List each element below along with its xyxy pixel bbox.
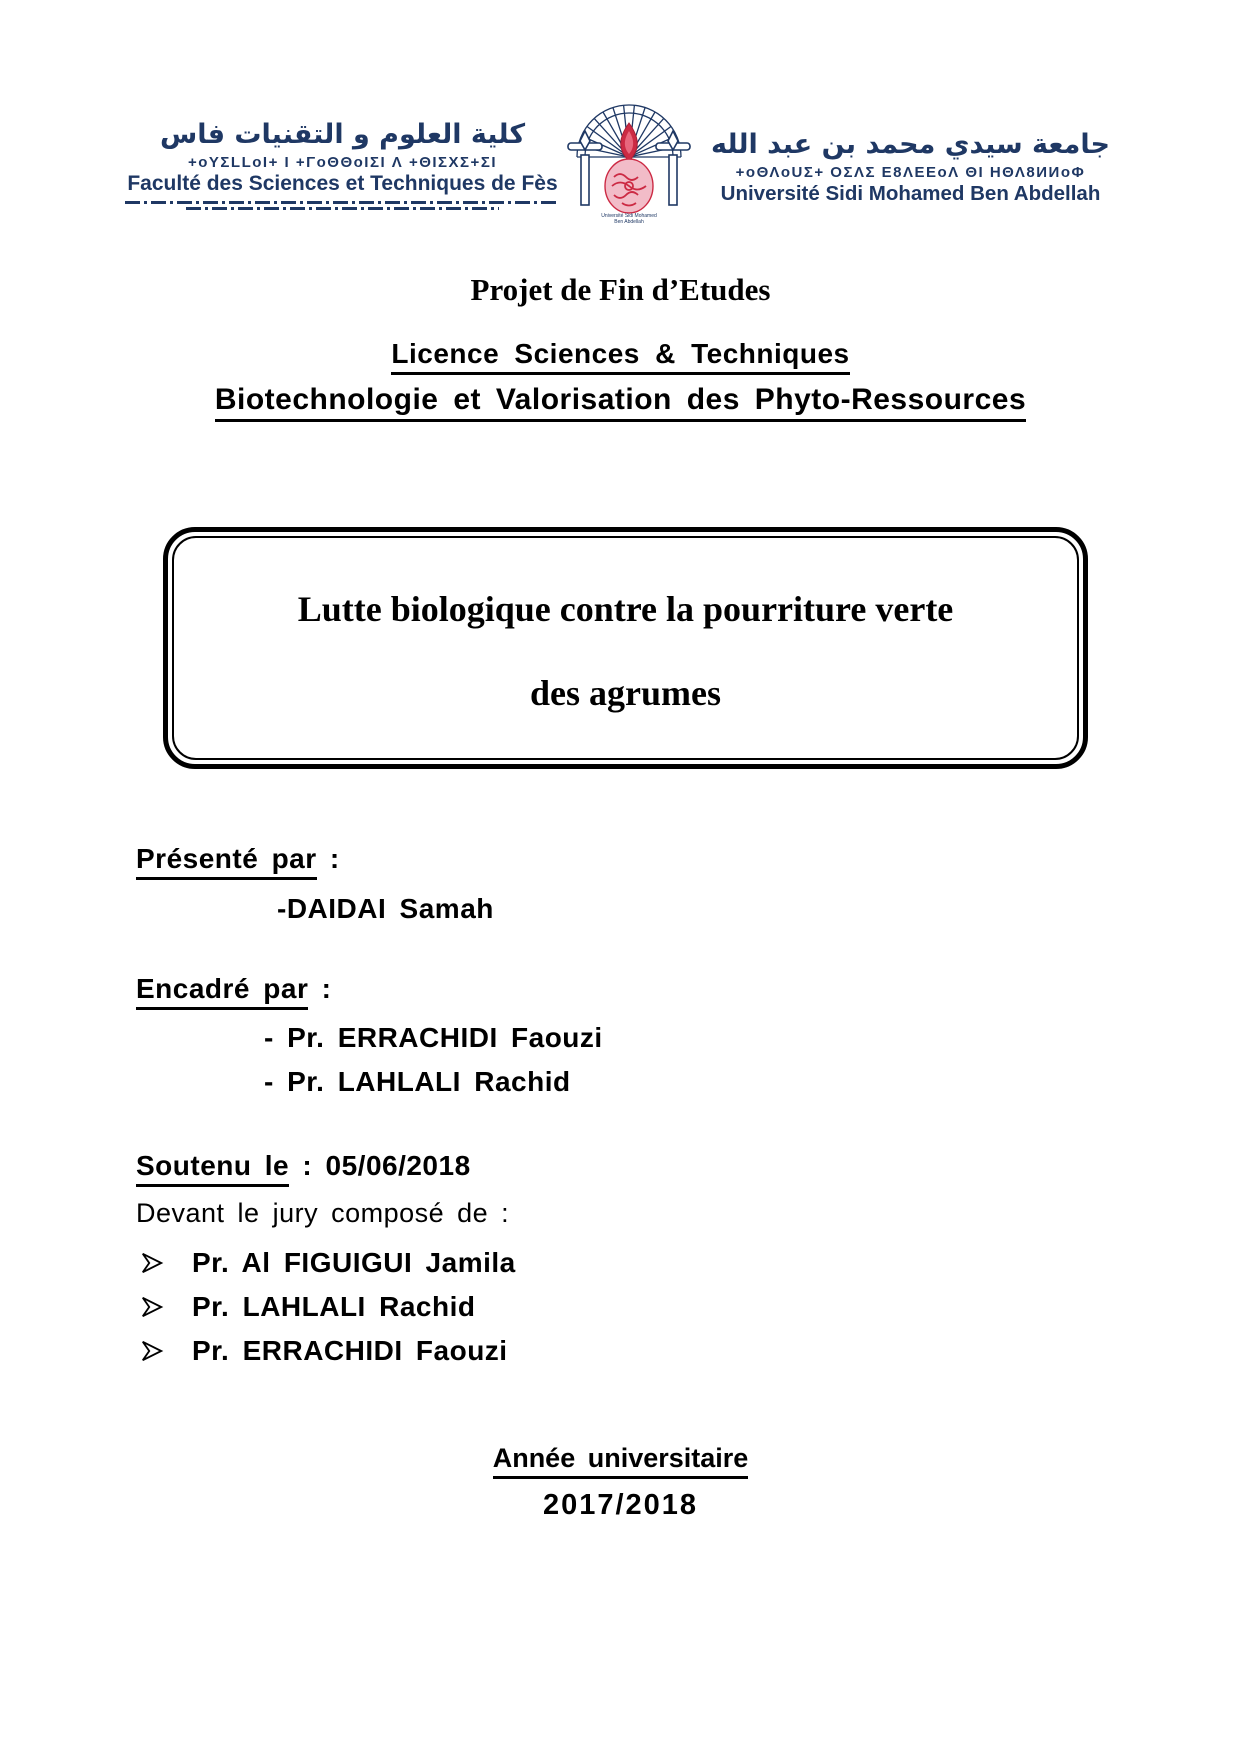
- jury-member-row: [140, 1329, 516, 1373]
- jury-list: [140, 1241, 516, 1373]
- jury-member-name: Pr. Al FIGUIGUI Jamila: [192, 1247, 516, 1278]
- jury-member-name: Pr. ERRACHIDI Faouzi: [192, 1335, 508, 1366]
- faculty-name-french: Faculté des Sciences et Techniques de Fès: [127, 171, 558, 195]
- thesis-title-line2: des agrumes: [530, 673, 721, 713]
- supervisor-name: - Pr. LAHLALI Rachid: [264, 1066, 571, 1097]
- arrow-bullet-icon: [140, 1339, 164, 1363]
- faculty-name-arabic: كلية العلوم و التقنيات فاس: [159, 119, 526, 150]
- university-header-block: [698, 128, 1123, 206]
- degree-title: Licence Sciences & Techniques: [391, 338, 849, 375]
- presented-by-label: Présenté par: [136, 843, 317, 880]
- university-name-french: Université Sidi Mohamed Ben Abdellah: [720, 181, 1101, 205]
- faculty-header-block: [125, 118, 560, 210]
- specialty-title: Biotechnologie et Valorisation des Phyto-Ressources: [215, 383, 1026, 422]
- academic-year-label-wrap: [0, 1443, 1241, 1474]
- arrow-bullet-icon: [140, 1295, 164, 1319]
- presented-by-colon: :: [316, 843, 340, 874]
- thesis-title-line1: Lutte biologique contre la pourriture verte: [297, 589, 954, 629]
- university-name-arabic: جامعة سيدي محمد بن عبد الله: [710, 129, 1110, 160]
- defense-date: 05/06/2018: [325, 1150, 471, 1181]
- presented-by-row: [136, 843, 340, 875]
- supervised-by-row: [136, 973, 331, 1005]
- defense-date-row: [136, 1150, 471, 1182]
- jury-intro: Devant le jury composé de :: [136, 1198, 510, 1228]
- logo-caption-line1: Université Sidi Mohamed: [601, 213, 657, 219]
- faculty-dashdot-divider: [125, 201, 560, 204]
- jury-member-row: [140, 1241, 516, 1285]
- specialty-line-wrap: [0, 383, 1241, 417]
- defense-date-label: Soutenu le: [136, 1150, 289, 1187]
- logo-caption-line2: Ben Abdellah: [614, 219, 644, 225]
- academic-year-label: Année universitaire: [493, 1443, 749, 1479]
- university-seal-icon: [556, 93, 702, 225]
- faculty-dashdot-divider-short: [186, 207, 499, 210]
- degree-line-wrap: [0, 338, 1241, 370]
- jury-member-name: Pr. LAHLALI Rachid: [192, 1291, 476, 1322]
- thesis-title-box-inner: [172, 536, 1079, 760]
- jury-member-row: [140, 1285, 516, 1329]
- faculty-name-tifinagh: +oΥΣLLoI+ I +ΓoΘΘoIΣI Λ +ΘIΣΧΣ+ΣI: [188, 153, 497, 171]
- supervisor-name: - Pr. ERRACHIDI Faouzi: [264, 1022, 603, 1053]
- academic-year-value: 2017/2018: [542, 1489, 699, 1521]
- project-type-title: Projet de Fin d’Etudes: [470, 272, 771, 307]
- supervised-by-colon: :: [308, 973, 332, 1004]
- student-name: -DAIDAI Samah: [277, 893, 494, 924]
- university-name-tifinagh: +oΘΛoUΣ+ ΟΣΛΣ Ε8ΛΕΕoΛ ΘΙ ΗΘΛ8ИИoΦ: [735, 163, 1086, 181]
- defense-date-colon: :: [289, 1150, 326, 1181]
- university-logo: [556, 93, 702, 230]
- arrow-bullet-icon: [140, 1251, 164, 1275]
- supervised-by-label: Encadré par: [136, 973, 308, 1010]
- thesis-title-box: [163, 527, 1088, 769]
